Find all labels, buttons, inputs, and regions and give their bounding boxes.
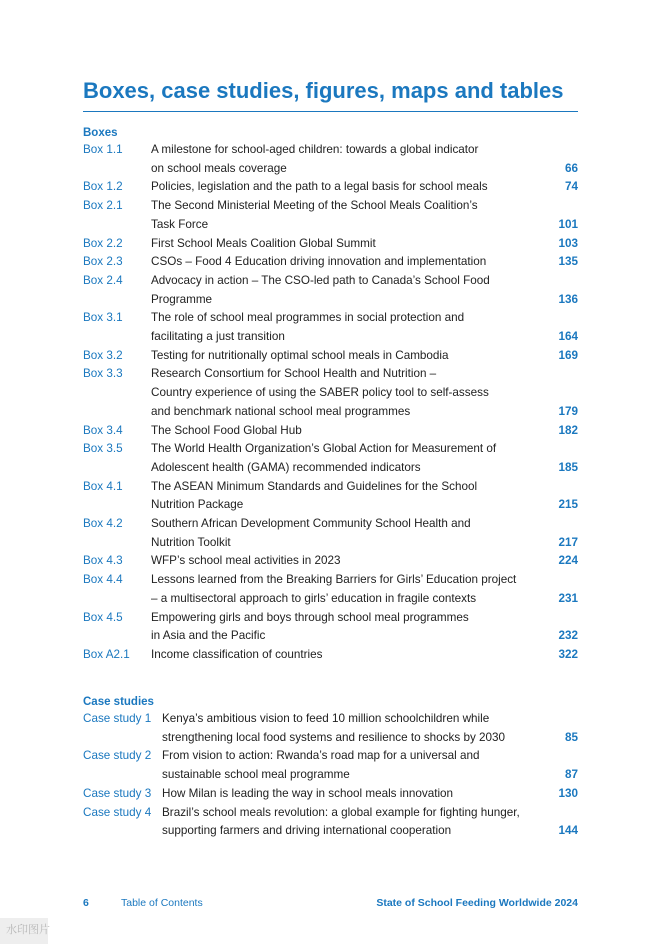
- box-entry[interactable]: [83, 552, 578, 571]
- box-entry-label[interactable]: Box 4.2: [83, 517, 123, 531]
- box-entry-label[interactable]: Box 4.1: [83, 479, 123, 493]
- box-entry-page-number[interactable]: 182: [558, 423, 578, 437]
- boxes-section: [83, 126, 578, 665]
- box-entry-page-number[interactable]: 231: [558, 591, 578, 605]
- case-study-entry-page-number[interactable]: 85: [564, 730, 578, 744]
- case-study-entry-label[interactable]: Case study 3: [83, 786, 152, 800]
- box-entry-label[interactable]: Box 2.2: [83, 236, 123, 250]
- box-entry-title[interactable]: [151, 272, 538, 309]
- box-entry-label[interactable]: Box 1.1: [83, 143, 123, 156]
- box-entry-title-line: Country experience of using the SABER policy tool to self-assess: [151, 386, 489, 400]
- box-entry-title[interactable]: [151, 178, 538, 197]
- footer-toc-link[interactable]: Table of Contents: [121, 897, 203, 909]
- box-entry-title-line: Empowering girls and boys through school meal programmes: [151, 610, 469, 624]
- box-entry-title[interactable]: [151, 422, 538, 441]
- box-entry-label[interactable]: Box 4.5: [83, 610, 123, 624]
- case-study-entry-title-line: Brazil’s school meals revolution: a global example for fighting hunger,: [162, 805, 520, 819]
- box-entry[interactable]: [83, 646, 578, 665]
- box-entry-title-line: The Second Ministerial Meeting of the School Meals Coalition’s: [151, 199, 478, 213]
- box-entry-title-line: – a multisectoral approach to girls’ education in fragile contexts: [151, 591, 477, 605]
- box-entry-title[interactable]: [151, 478, 538, 515]
- box-entry-title-line: The ASEAN Minimum Standards and Guidelines for the School: [151, 479, 478, 493]
- box-entry[interactable]: [83, 365, 578, 421]
- case-study-entry-title-line: From vision to action: Rwanda’s road map for a universal and: [162, 749, 480, 763]
- box-entry-title-line: Nutrition Toolkit: [151, 535, 231, 549]
- box-entry-title-line: A milestone for school-aged children: towards a global indicator: [151, 143, 479, 156]
- box-entry[interactable]: [83, 440, 578, 477]
- box-entry-title[interactable]: [151, 235, 538, 254]
- page-footer: [83, 896, 578, 910]
- box-entry-page-number[interactable]: 224: [558, 554, 578, 568]
- box-entry[interactable]: [83, 347, 578, 366]
- box-entry-title[interactable]: [151, 253, 538, 272]
- box-entry-label[interactable]: Box 4.3: [83, 554, 123, 568]
- box-entry-title-line: and benchmark national school meal programmes: [151, 404, 411, 418]
- case-study-entry-title[interactable]: [162, 747, 550, 784]
- box-entry-title[interactable]: [151, 197, 538, 234]
- box-entry-label[interactable]: Box 3.2: [83, 348, 123, 362]
- case-study-entry-page-number[interactable]: 130: [558, 786, 578, 800]
- box-entry-label[interactable]: Box 2.3: [83, 255, 123, 269]
- box-entry-label[interactable]: Box 2.1: [83, 199, 123, 213]
- footer-publication-title: State of School Feeding Worldwide 2024: [376, 897, 578, 909]
- box-entry-page-number[interactable]: 322: [558, 647, 578, 661]
- box-entry-label[interactable]: Box 3.4: [83, 423, 123, 437]
- case-studies-list: [83, 710, 578, 841]
- box-entry-page-number[interactable]: 66: [564, 161, 578, 175]
- box-entry[interactable]: [83, 609, 578, 646]
- case-study-entry-title[interactable]: [162, 804, 550, 841]
- box-entry-title-line: Nutrition Package: [151, 498, 244, 512]
- box-entry-title-line: Income classification of countries: [151, 647, 323, 661]
- box-entry-title-line: The World Health Organization’s Global Action for Measurement of: [151, 442, 497, 456]
- box-entry[interactable]: [83, 309, 578, 346]
- box-entry-title[interactable]: [151, 141, 538, 178]
- box-entry-label[interactable]: Box 1.2: [83, 180, 123, 194]
- box-entry-title-line: The role of school meal programmes in social protection and: [151, 311, 465, 325]
- box-entry-title-line: facilitating a just transition: [151, 330, 285, 344]
- box-entry-title-line: Testing for nutritionally optimal school meals in Cambodia: [151, 348, 449, 362]
- watermark-text: 水印图片: [6, 924, 50, 936]
- box-entry-title-line: on school meals coverage: [151, 161, 287, 175]
- case-study-entry[interactable]: [83, 785, 578, 804]
- box-entry-title-line: Task Force: [151, 217, 209, 231]
- case-study-entry-title-line: sustainable school meal programme: [162, 768, 350, 782]
- box-entry-title-line: First School Meals Coalition Global Summit: [151, 236, 376, 250]
- box-entry-page-number[interactable]: 101: [558, 217, 578, 231]
- box-entry-label[interactable]: Box 4.4: [83, 573, 123, 587]
- box-entry-title-line: CSOs – Food 4 Education driving innovation and implementation: [151, 255, 487, 269]
- box-entry[interactable]: [83, 422, 578, 441]
- boxes-heading: Boxes: [83, 127, 118, 139]
- box-entry-title[interactable]: [151, 552, 538, 571]
- box-entry[interactable]: [83, 515, 578, 552]
- box-entry-label[interactable]: Box A2.1: [83, 647, 130, 661]
- box-entry[interactable]: [83, 478, 578, 515]
- box-entry-title[interactable]: [151, 571, 538, 608]
- box-entry[interactable]: [83, 141, 578, 178]
- box-entry[interactable]: [83, 253, 578, 272]
- page-title: Boxes, case studies, figures, maps and tables: [83, 76, 578, 112]
- case-study-entry-title[interactable]: [162, 785, 550, 804]
- box-entry-page-number[interactable]: 185: [558, 460, 578, 474]
- case-study-entry-title-line: How Milan is leading the way in school meals innovation: [162, 786, 454, 800]
- box-entry-title-line: WFP’s school meal activities in 2023: [151, 554, 341, 568]
- box-entry-title-line: Adolescent health (GAMA) recommended indicators: [151, 460, 421, 474]
- box-entry-label[interactable]: Box 3.5: [83, 442, 123, 456]
- case-study-entry[interactable]: [83, 710, 578, 747]
- box-entry-page-number[interactable]: 74: [564, 180, 578, 194]
- case-study-entry-page-number[interactable]: 144: [558, 824, 578, 838]
- case-studies-section: [83, 695, 578, 841]
- case-study-entry-title-line: strengthening local food systems and resilience to shocks by 2030: [162, 730, 506, 744]
- case-study-entry-title-line: Kenya’s ambitious vision to feed 10 million schoolchildren while: [162, 712, 490, 725]
- box-entry-page-number[interactable]: 232: [558, 629, 578, 643]
- box-entry-title[interactable]: [151, 440, 538, 477]
- box-entry[interactable]: [83, 272, 578, 309]
- box-entry-page-number[interactable]: 135: [558, 255, 578, 269]
- case-study-entry-title-line: supporting farmers and driving international cooperation: [162, 824, 452, 838]
- box-entry-title-line: Southern African Development Community School Health and: [151, 517, 471, 531]
- box-entry-page-number[interactable]: 217: [558, 535, 578, 549]
- box-entry[interactable]: [83, 235, 578, 254]
- case-study-entry[interactable]: [83, 747, 578, 784]
- case-study-entry-label[interactable]: Case study 4: [83, 805, 152, 819]
- box-entry-title[interactable]: [151, 365, 538, 421]
- box-entry-page-number[interactable]: 136: [558, 292, 578, 306]
- box-entry-page-number[interactable]: 164: [558, 330, 578, 344]
- box-entry-page-number[interactable]: 169: [558, 348, 578, 362]
- box-entry-title[interactable]: [151, 347, 538, 366]
- box-entry-title-line: Research Consortium for School Health and Nutrition –: [151, 367, 437, 381]
- box-entry[interactable]: [83, 571, 578, 608]
- case-studies-heading: Case studies: [83, 696, 154, 708]
- box-entry-title[interactable]: [151, 515, 538, 552]
- case-study-entry-page-number[interactable]: 87: [564, 768, 578, 782]
- box-entry-title-line: Lessons learned from the Breaking Barriers for Girls’ Education project: [151, 573, 517, 587]
- box-entry-title-line: Advocacy in action – The CSO-led path to Canada’s School Food: [151, 273, 490, 287]
- box-entry-label[interactable]: Box 3.1: [83, 311, 123, 325]
- box-entry-title-line: Programme: [151, 292, 213, 306]
- box-entry-title-line: in Asia and the Pacific: [151, 629, 266, 643]
- box-entry[interactable]: [83, 178, 578, 197]
- case-study-entry-title[interactable]: [162, 710, 550, 747]
- box-entry-title-line: Policies, legislation and the path to a legal basis for school meals: [151, 180, 488, 194]
- case-study-entry-label[interactable]: Case study 2: [83, 749, 152, 763]
- box-entry-title-line: The School Food Global Hub: [151, 423, 302, 437]
- box-entry-title[interactable]: [151, 309, 538, 346]
- box-entry-page-number[interactable]: 179: [558, 404, 578, 418]
- case-study-entry[interactable]: [83, 804, 578, 841]
- box-entry[interactable]: [83, 197, 578, 234]
- box-entry-page-number[interactable]: 103: [558, 236, 578, 250]
- box-entry-title[interactable]: [151, 646, 538, 665]
- box-entry-page-number[interactable]: 215: [558, 498, 578, 512]
- box-entry-label[interactable]: Box 3.3: [83, 367, 123, 381]
- box-entry-label[interactable]: Box 2.4: [83, 273, 123, 287]
- boxes-list: [83, 141, 578, 665]
- box-entry-title[interactable]: [151, 609, 538, 646]
- case-study-entry-label[interactable]: Case study 1: [83, 712, 152, 725]
- footer-page-number: 6: [83, 897, 89, 909]
